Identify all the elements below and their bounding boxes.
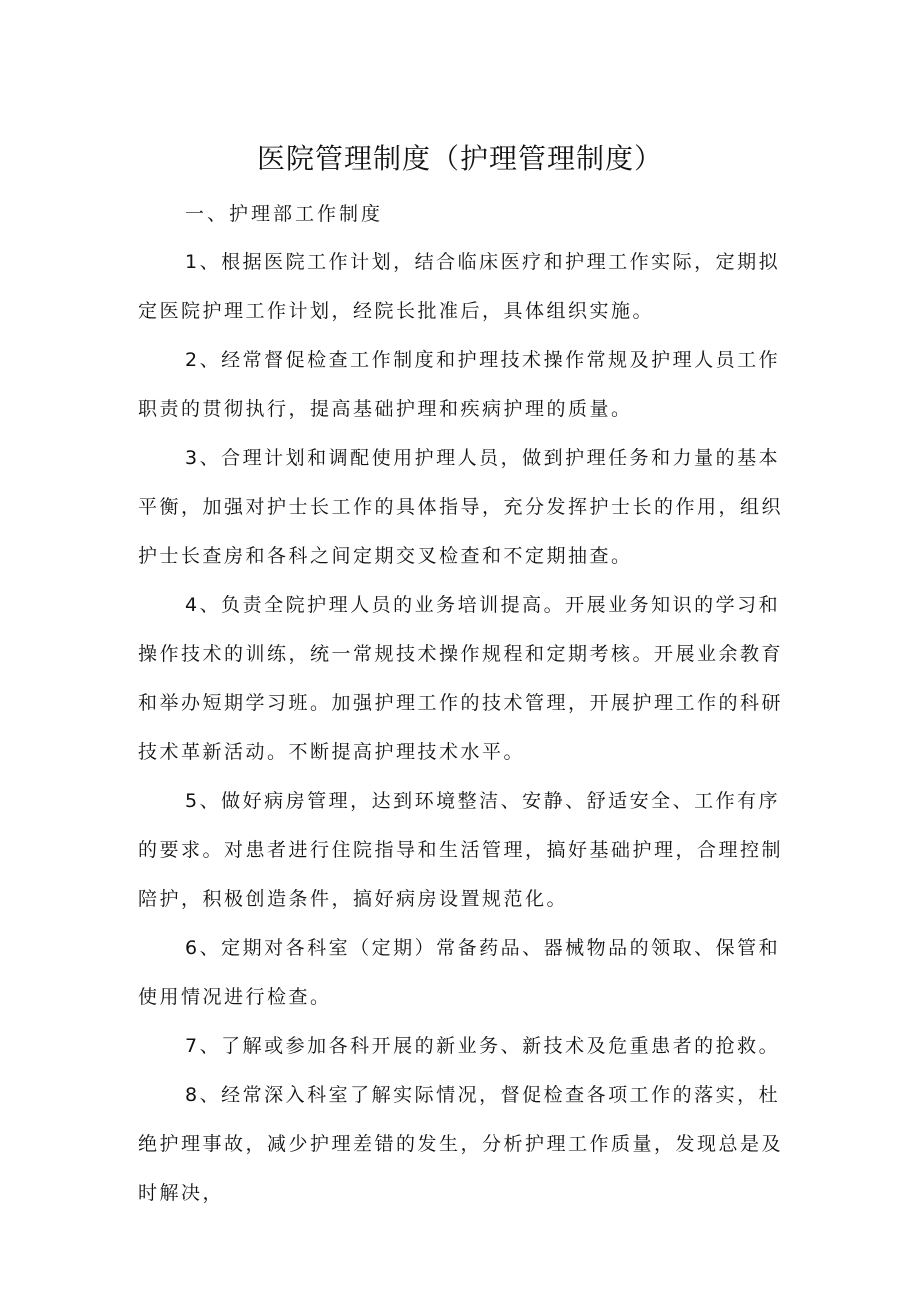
paragraph-4: 4、负责全院护理人员的业务培训提高。开展业务知识的学习和操作技术的训练，统一常规技术操作规程和定期考核。开展业余教育和举办短期学习班。加强护理工作的技术管理，开展护理工作的科研技术革新活动。不断提高护理技术水平。 [138, 594, 784, 763]
paragraph-2: 2、经常督促检查工作制度和护理技术操作常规及护理人员工作职责的贯彻执行，提高基础护理和疾病护理的质量。 [138, 349, 781, 420]
document-body [138, 238, 798, 1218]
paragraph-1: 1、根据医院工作计划，结合临床医疗和护理工作实际，定期拟定医院护理工作计划，经院长批准后，具体组织实施。 [138, 251, 781, 322]
paragraph-6: 6、定期对各科室（定期）常备药品、器械物品的领取、保管和使用情况进行检查。 [138, 937, 781, 1008]
paragraph-5: 5、做好病房管理，达到环境整洁、安静、舒适安全、工作有序的要求。对患者进行住院指导和生活管理，搞好基础护理，合理控制陪护，积极创造条件，搞好病房设置规范化。 [138, 790, 784, 910]
document-title: 医院管理制度（护理管理制度） [256, 142, 663, 175]
paragraph-7: 7、了解或参加各科开展的新业务、新技术及危重患者的抢救。 [185, 1035, 781, 1057]
paragraph-8: 8、经常深入科室了解实际情况，督促检查各项工作的落实，杜绝护理事故，减少护理差错的发生，分析护理工作质量，发现总是及时解决， [138, 1084, 784, 1204]
paragraph-3: 3、合理计划和调配使用护理人员，做到护理任务和力量的基本平衡，加强对护士长工作的具体指导，充分发挥护士长的作用，组织护士长查房和各科之间定期交叉检查和不定期抽查。 [138, 447, 784, 567]
section-heading: 一、护理部工作制度 [185, 203, 384, 225]
